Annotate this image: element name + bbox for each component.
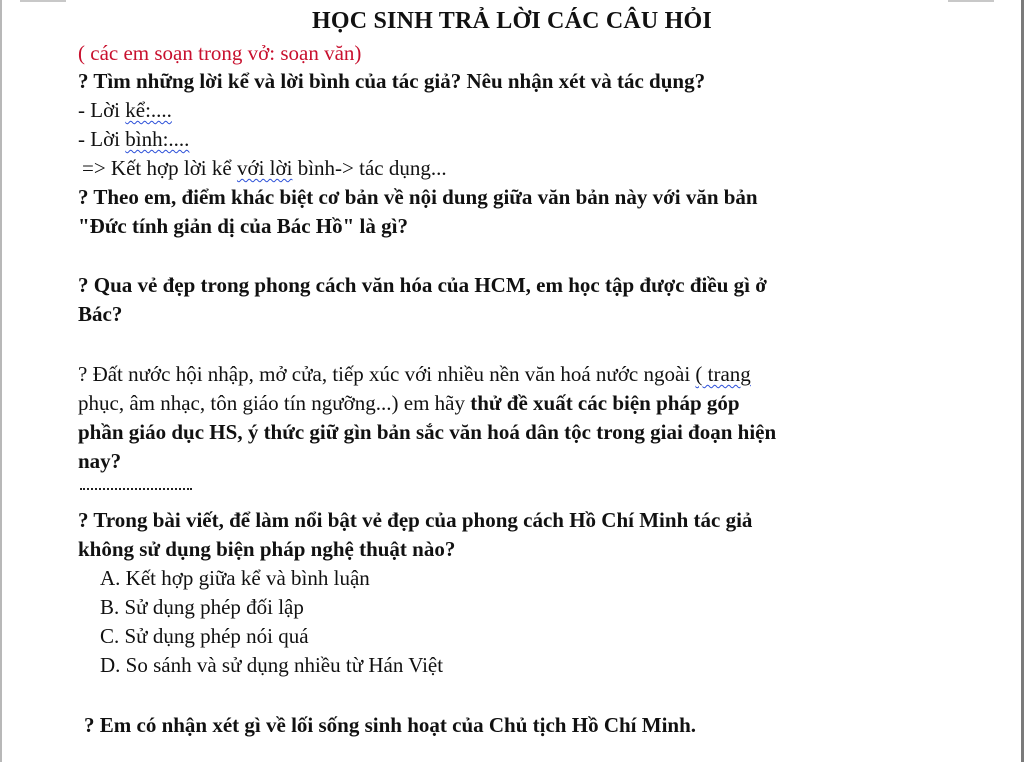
question-4-line-4: nay? [78, 449, 122, 473]
answer-result [82, 155, 447, 181]
option-c: C. Sử dụng phép nói quá [100, 624, 309, 648]
page-left-edge [0, 0, 2, 762]
answer-loi-binh [78, 126, 189, 152]
question-5-line-2: không sử dụng biện pháp nghệ thuật nào? [78, 537, 456, 561]
question-4-line-3: phần giáo dục HS, ý thức giữ gìn bản sắc văn hoá dân tộc trong giai đoạn hiện [78, 420, 777, 444]
answer-loi-binh-word: bình:.... [125, 127, 190, 151]
question-4-line-2 [78, 390, 740, 416]
question-3-line-2: Bác? [78, 302, 123, 326]
question-4-line-1 [78, 361, 751, 387]
question-2-line-2: "Đức tính giản dị của Bác Hồ" là gì? [78, 214, 408, 238]
instruction-note [78, 40, 361, 66]
answer-loi-ke-word: kể:.... [125, 98, 172, 122]
question-4-line-1-link: ( trang [695, 362, 751, 386]
top-left-mark [20, 0, 66, 2]
option-d: D. So sánh và sử dụng nhiều từ Hán Việt [100, 653, 444, 677]
answer-loi-ke-prefix: - Lời [78, 98, 126, 122]
answer-loi-ke [78, 97, 172, 123]
dotted-separator [80, 488, 192, 490]
answer-loi-binh-prefix: - Lời [78, 127, 126, 151]
answer-result-start: => Kết hợp lời kể [82, 156, 237, 180]
option-a: A. Kết hợp giữa kể và bình luận [100, 566, 370, 590]
question-3-line-1: ? Qua vẻ đẹp trong phong cách văn hóa của HCM, em học tập được điều gì ở [78, 273, 767, 297]
instruction-note-text: ( các em soạn trong vở: soạn văn) [78, 41, 362, 65]
page-title: HỌC SINH TRẢ LỜI CÁC CÂU HỎI [312, 8, 712, 34]
question-6: ? Em có nhận xét gì về lối sống sinh hoạt của Chủ tịch Hồ Chí Minh. [84, 713, 697, 737]
answer-result-word: với lời [236, 156, 293, 180]
answer-result-end: bình-> tác dụng... [292, 156, 447, 180]
question-5-line-1: ? Trong bài viết, để làm nổi bật vẻ đẹp của phong cách Hồ Chí Minh tác giả [78, 508, 753, 532]
question-4-line-2-text: phục, âm nhạc, tôn giáo tín ngưỡng...) em hãy [78, 391, 471, 415]
question-4-line-2-bold: thử đề xuất các biện pháp góp [470, 391, 740, 415]
question-1: ? Tìm những lời kể và lời bình của tác giả? Nêu nhận xét và tác dụng? [78, 69, 706, 93]
question-2-line-1: ? Theo em, điểm khác biệt cơ bản về nội dung giữa văn bản này với văn bản [78, 185, 758, 209]
option-b: B. Sử dụng phép đối lập [100, 595, 304, 619]
top-right-mark [948, 0, 994, 2]
question-4-line-1-text: ? Đất nước hội nhập, mở cửa, tiếp xúc với nhiều nền văn hoá nước ngoài [78, 362, 696, 386]
